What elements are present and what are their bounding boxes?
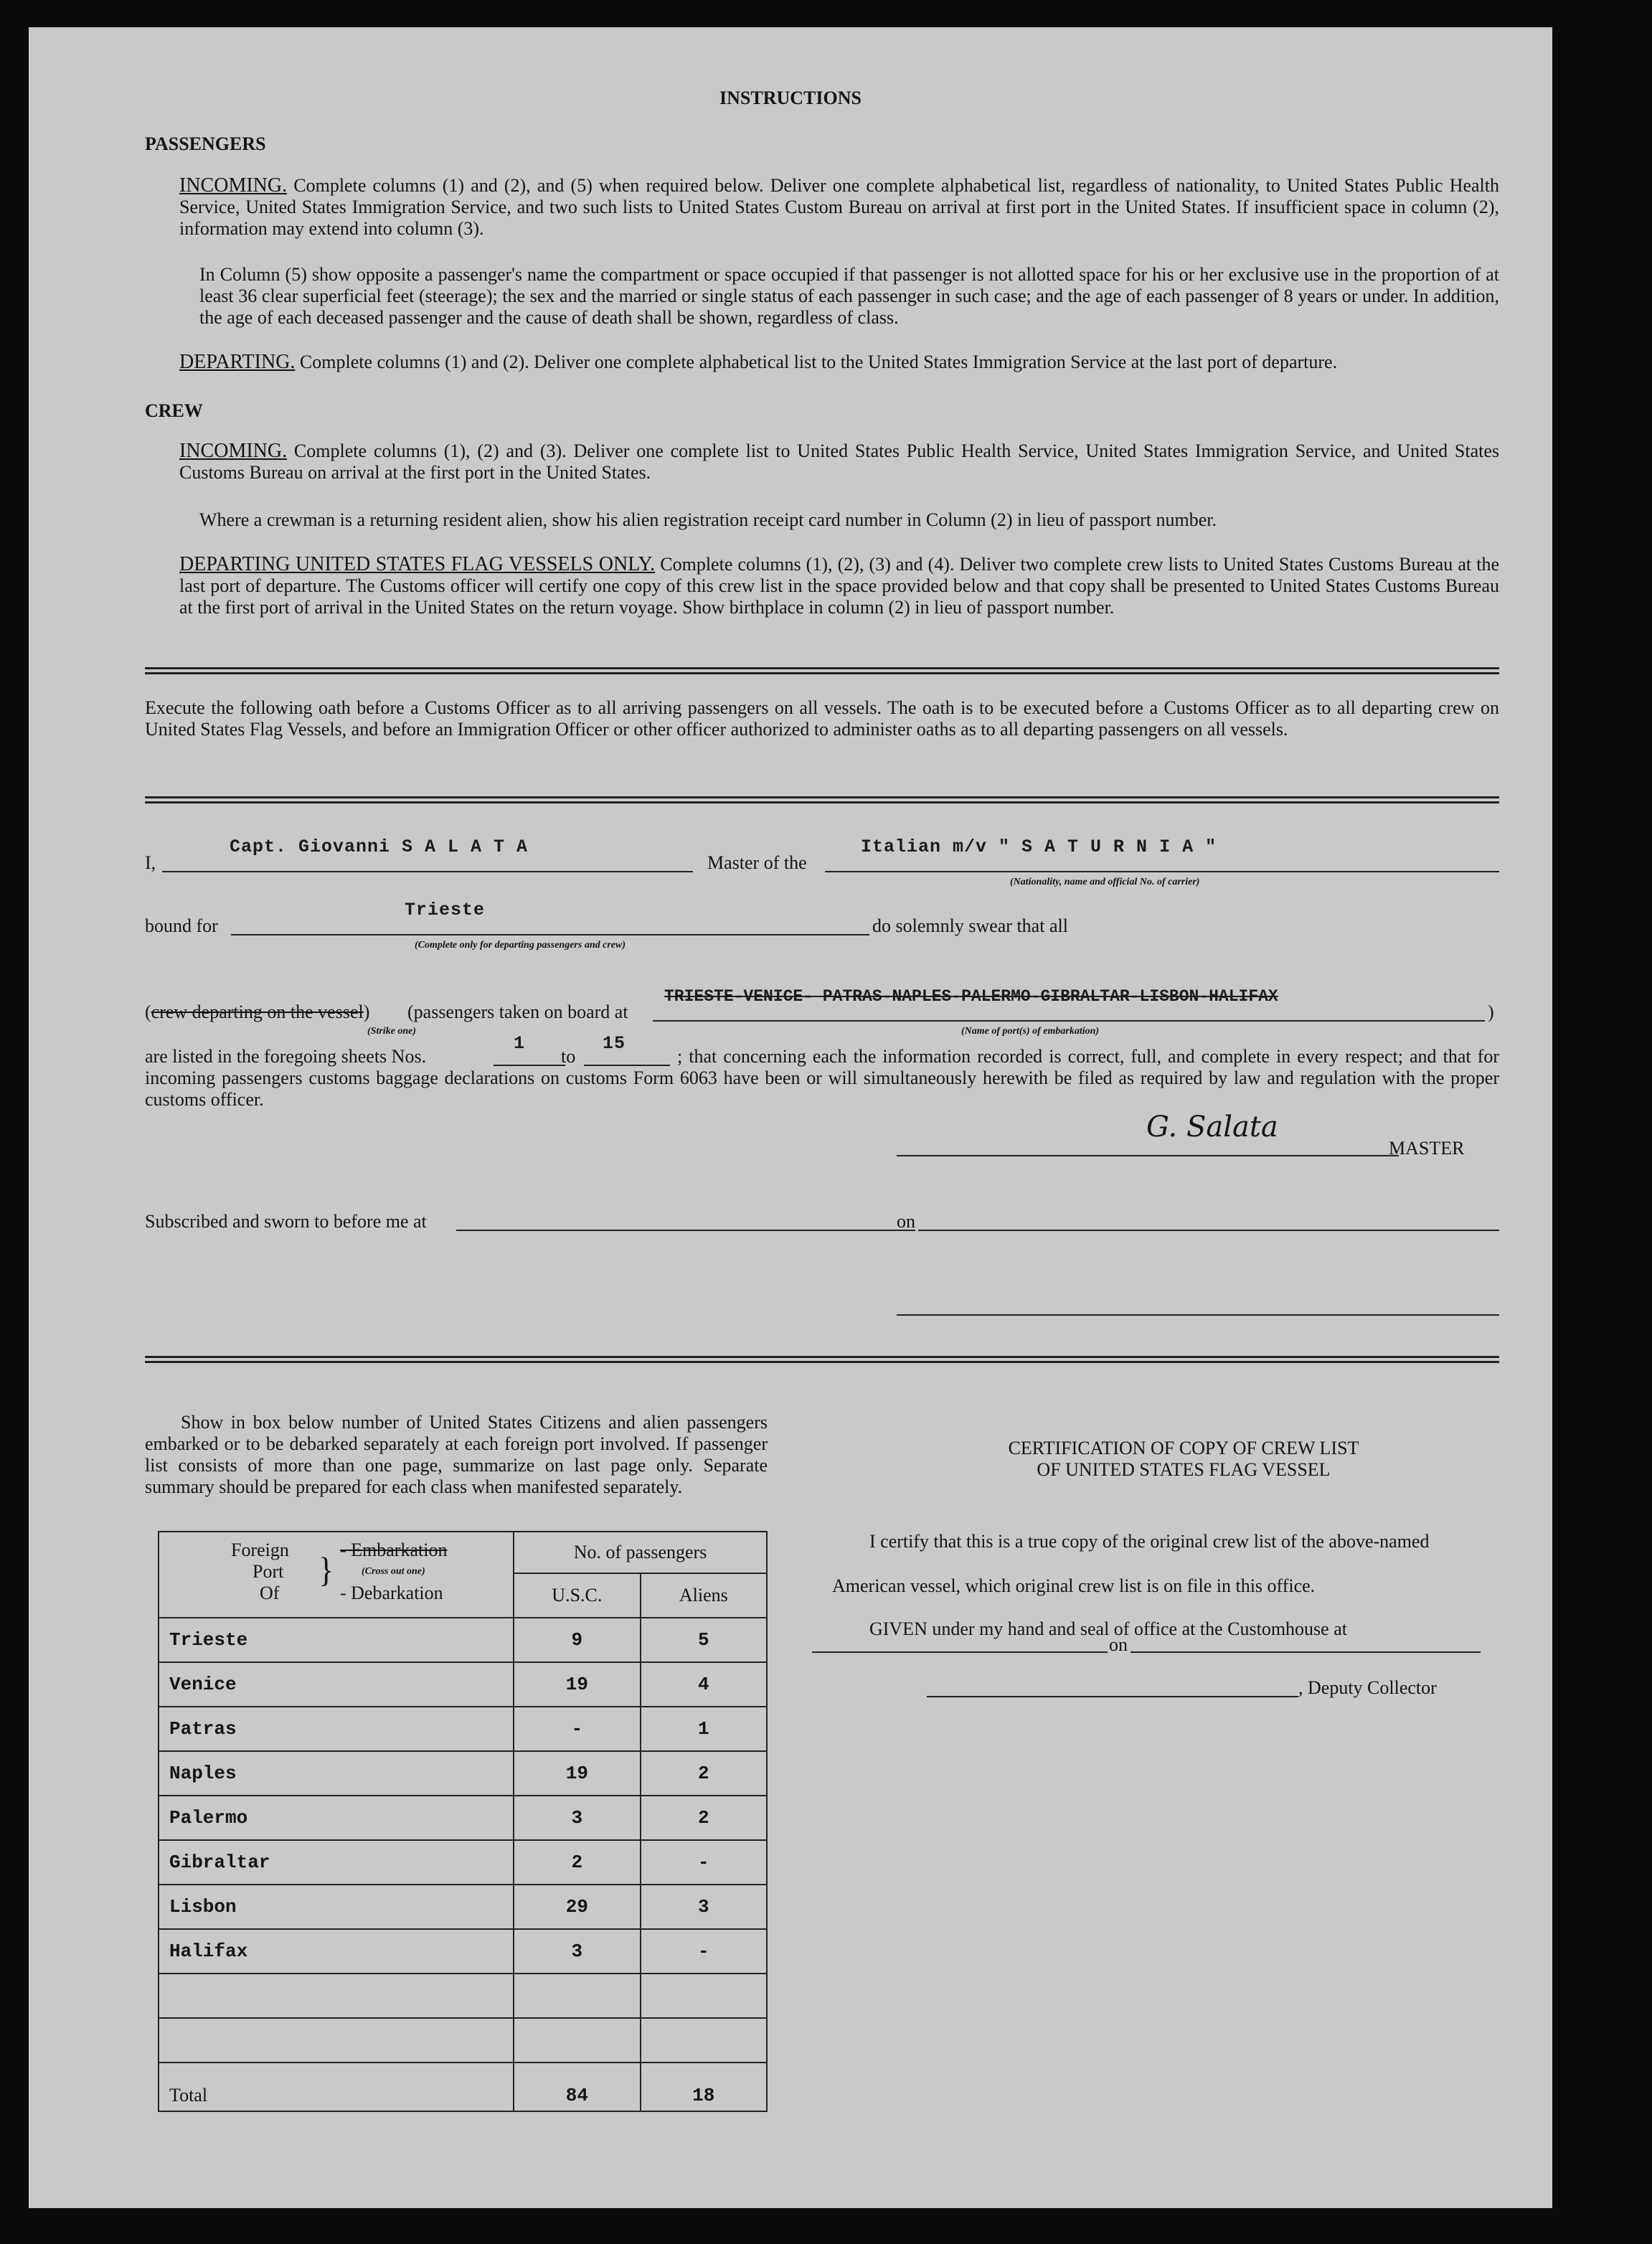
summary-usc-cell xyxy=(514,2018,640,2062)
master-name-value: Capt. Giovanni S A L A T A xyxy=(230,836,529,857)
summary-row xyxy=(159,1707,767,1751)
hdr-cross: (Cross out one) xyxy=(362,1566,425,1577)
crew-alien-paragraph: Where a crewman is a returning resident alien, show his alien registration receipt card number in Column (2) in lieu of passport number. xyxy=(199,509,1217,530)
master-label: MASTER xyxy=(1389,1138,1465,1159)
divider-2 xyxy=(145,796,1499,803)
hdr-debarkation: - Debarkation xyxy=(340,1583,443,1603)
crew-incoming-text: Complete columns (1), (2) and (3). Deliver one complete list to United States Public Health Service, United States Immigration Service, and United States Customs Bureau on arrival at the first port in the United States. xyxy=(179,440,1499,483)
summary-aliens-cell: - xyxy=(641,1929,767,1974)
bound-for-value: Trieste xyxy=(405,900,486,920)
vessel-value: Italian m/v " S A T U R N I A " xyxy=(861,836,1217,857)
summary-usc-cell: 2 xyxy=(514,1840,640,1885)
hdr-foreign: Foreign xyxy=(231,1540,289,1560)
summary-aliens-cell: 4 xyxy=(641,1662,767,1707)
sheet-to-value: 15 xyxy=(603,1033,626,1054)
sheet-from-value: 1 xyxy=(514,1033,526,1054)
summary-usc-cell xyxy=(514,1974,640,2018)
summary-body xyxy=(159,1618,767,2062)
passenger-summary-table xyxy=(158,1531,768,2112)
crew-departing-struck-text: crew departing on the vessel xyxy=(151,1001,364,1022)
bound-for-caption: (Complete only for departing passengers and crew) xyxy=(415,940,626,951)
oath-intro: Execute the following oath before a Customs Officer as to all arriving passengers on all vessels. The oath is to be executed before a Customs Officer as to all departing crew on United States Flag Vessels, and before an Immigration Officer or other officer authorized to administer oaths as to all departing passengers on all vessels. xyxy=(145,697,1499,740)
passengers-incoming-label: INCOMING. xyxy=(179,174,288,197)
brace-icon: } xyxy=(318,1550,334,1590)
hdr-usc: U.S.C. xyxy=(514,1573,640,1618)
summary-aliens-cell: 5 xyxy=(641,1618,767,1662)
subscribed-on-label: on xyxy=(897,1211,915,1232)
cert-line-1: I certify that this is a true copy of the original crew list of the above-named xyxy=(869,1531,1430,1552)
master-name-line xyxy=(162,871,693,872)
summary-usc-cell: 29 xyxy=(514,1885,640,1929)
summary-row xyxy=(159,1885,767,1929)
summary-row xyxy=(159,1929,767,1974)
crew-departing-text: Complete columns (1), (2), (3) and (4). Deliver two complete crew lists to United States Customs Bureau at the last port of departure. The Customs officer will certify one copy of this crew list in the space provided below and that copy shall be presented to United States Customs Bureau at the first port of arrival in the United States on the return voyage. Show birthplace in column (2) in lieu of passport number. xyxy=(179,554,1499,618)
summary-aliens-cell: 3 xyxy=(641,1885,767,1929)
summary-row xyxy=(159,2018,767,2062)
vessel-caption: (Nationality, name and official No. of carrier) xyxy=(1010,877,1200,887)
close-paren: ) xyxy=(1488,1001,1494,1022)
cert-line-3: GIVEN under my hand and seal of office at the Customhouse at xyxy=(869,1618,1347,1639)
master-of-label: Master of the xyxy=(707,852,807,873)
summary-row xyxy=(159,1840,767,1885)
ports-caption: (Name of port(s) of embarkation) xyxy=(961,1026,1100,1037)
summary-row xyxy=(159,1618,767,1662)
passengers-taken-label: (passengers taken on board at xyxy=(407,1001,628,1022)
hdr-no-passengers: No. of passengers xyxy=(514,1532,767,1573)
summary-row xyxy=(159,1796,767,1840)
passengers-departing-label: DEPARTING. xyxy=(179,351,296,373)
crew-departing-struck: (crew departing on the vessel) xyxy=(145,1001,370,1022)
ports-line xyxy=(653,1020,1485,1022)
summary-usc-cell: 3 xyxy=(514,1796,640,1840)
summary-usc-cell: - xyxy=(514,1707,640,1751)
instructions-title: INSTRUCTIONS xyxy=(719,88,862,108)
summary-total-row xyxy=(159,2062,767,2111)
passengers-incoming-paragraph xyxy=(179,175,1499,240)
crew-heading: CREW xyxy=(145,400,203,421)
cert-date-line xyxy=(1131,1651,1481,1653)
master-signature: G. Salata xyxy=(1146,1111,1278,1144)
cert-title-2: OF UNITED STATES FLAG VESSEL xyxy=(1037,1459,1331,1480)
summary-aliens-cell xyxy=(641,1974,767,2018)
officer-signature-line xyxy=(897,1314,1499,1316)
subscribed-label: Subscribed and sworn to before me at xyxy=(145,1211,427,1232)
crew-incoming-paragraph xyxy=(179,440,1499,484)
divider-1 xyxy=(145,667,1499,674)
bound-for-line xyxy=(231,934,869,935)
summary-header-row-1 xyxy=(159,1532,767,1573)
hdr-of: Of xyxy=(260,1583,280,1603)
summary-port-cell: Patras xyxy=(159,1707,514,1751)
summary-aliens-cell: 1 xyxy=(641,1707,767,1751)
summary-usc-cell: 19 xyxy=(514,1751,640,1796)
strike-caption: (Strike one) xyxy=(367,1026,417,1037)
crew-departing-label: DEPARTING UNITED STATES FLAG VESSELS ONLY. xyxy=(179,553,656,575)
passengers-heading: PASSENGERS xyxy=(145,133,266,154)
summary-aliens-cell: - xyxy=(641,1840,767,1885)
passengers-departing-text: Complete columns (1) and (2). Deliver one complete alphabetical list to the United States Immigration Service at the last port of departure. xyxy=(299,352,1338,372)
form-sheet xyxy=(29,27,1552,2208)
divider-3 xyxy=(145,1356,1499,1363)
total-label: Total xyxy=(159,2062,514,2111)
summary-port-cell: Gibraltar xyxy=(159,1840,514,1885)
hdr-port: Port xyxy=(252,1561,284,1582)
sheets-rest: ; that concerning each the information recorded is correct, full, and complete in every respect; and that for incoming passengers customs baggage declarations on customs Form 6063 have been or will simultaneously herewith be filed as required by law and regulation with the proper customs officer. xyxy=(145,1046,1499,1110)
summary-port-cell: Venice xyxy=(159,1662,514,1707)
cert-on-label: on xyxy=(1109,1634,1128,1655)
summary-row xyxy=(159,1751,767,1796)
passengers-departing-paragraph xyxy=(179,352,1499,373)
summary-aliens-cell: 2 xyxy=(641,1751,767,1796)
oath-i-label: I, xyxy=(145,852,156,873)
passengers-column5-paragraph: In Column (5) show opposite a passenger's name the compartment or space occupied if that passenger is not allotted space for his or her exclusive use in the proportion of at least 36 clear superficial feet (steerage); the sex and the married or single status of each passenger in such case; and the age of each passenger of 8 years or under. In addition, the age of each deceased passenger and the cause of death shall be shown, regardless of class. xyxy=(199,264,1499,328)
cert-line-2: American vessel, which original crew list is on file in this office. xyxy=(832,1575,1316,1596)
ports-value: TRIESTE-VENICE- PATRAS-NAPLES-PALERMO-GIBRALTAR-LISBON-HALIFAX xyxy=(664,987,1278,1006)
summary-aliens-cell: 2 xyxy=(641,1796,767,1840)
summary-port-cell: Trieste xyxy=(159,1618,514,1662)
summary-row xyxy=(159,1974,767,2018)
sheets-label: are listed in the foregoing sheets Nos. xyxy=(145,1046,427,1067)
total-usc: 84 xyxy=(514,2062,640,2111)
deputy-signature-line xyxy=(927,1696,1298,1697)
master-signature-line xyxy=(897,1155,1399,1156)
summary-row xyxy=(159,1662,767,1707)
swear-text: do solemnly swear that all xyxy=(872,915,1068,936)
cert-title-1: CERTIFICATION OF COPY OF CREW LIST xyxy=(1008,1438,1359,1458)
summary-port-cell: Palermo xyxy=(159,1796,514,1840)
summary-port-cell: Halifax xyxy=(159,1929,514,1974)
subscribed-date-line xyxy=(918,1230,1499,1231)
summary-port-cell xyxy=(159,1974,514,2018)
summary-usc-cell: 19 xyxy=(514,1662,640,1707)
summary-usc-cell: 3 xyxy=(514,1929,640,1974)
sheet-to-label: to xyxy=(561,1046,576,1067)
vessel-line xyxy=(825,871,1499,872)
hdr-embarkation: - Embarkation xyxy=(340,1540,448,1560)
deputy-collector-label: , Deputy Collector xyxy=(1298,1677,1437,1698)
summary-aliens-cell xyxy=(641,2018,767,2062)
summary-port-cell: Naples xyxy=(159,1751,514,1796)
crew-incoming-label: INCOMING. xyxy=(179,440,288,462)
summary-usc-cell: 9 xyxy=(514,1618,640,1662)
subscribed-place-line xyxy=(456,1230,915,1231)
summary-instructions: Show in box below number of United States Citizens and alien passengers embarked or to be debarked separately at each foreign port involved. If passenger list consists of more than one page, summarize on last page only. Separate summary should be prepared for each class when manifested separately. xyxy=(145,1412,768,1497)
cert-place-line xyxy=(812,1651,1108,1653)
passengers-incoming-text: Complete columns (1) and (2), and (5) when required below. Deliver one complete alphabetical list, regardless of nationality, to United States Public Health Service, United States Immigration Service, and two such lists to United States Custom Bureau on arrival at first port in the United States. If insufficient space in column (2), information may extend into column (3). xyxy=(179,175,1500,239)
summary-port-cell: Lisbon xyxy=(159,1885,514,1929)
total-aliens: 18 xyxy=(641,2062,767,2111)
bound-for-label: bound for xyxy=(145,915,218,936)
summary-port-cell xyxy=(159,2018,514,2062)
foreign-port-header xyxy=(159,1532,514,1618)
crew-departing-paragraph xyxy=(179,554,1499,618)
hdr-aliens: Aliens xyxy=(641,1573,767,1618)
